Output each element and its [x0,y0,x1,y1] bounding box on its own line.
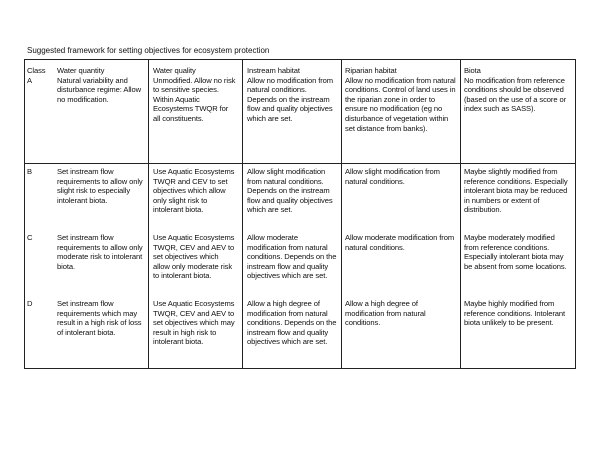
cell-water-quality: Use Aquatic Ecosystems TWQR, CEV and AEV to set objectives which may result in high risk to intolerant biota. [153,299,235,347]
cell-water-quantity: Natural variability and disturbance regime: Allow no modification. [57,75,142,104]
table-row [27,66,53,85]
cell-water-quality: Unmodified. Allow no risk to sensitive species. Within Aquatic Ecosystems TWQR for all constituents. [153,75,236,123]
table-right-border [575,59,576,369]
cell-riparian-habitat: Allow a high degree of modification from natural conditions. [345,299,426,328]
cell-water-quantity: Set instream flow requirements to allow only moderate risk to intolerant biota. [57,233,143,271]
row-class: A [27,75,32,85]
column-divider [460,59,461,369]
table-left-border [24,59,25,369]
header-instream-habitat: Instream habitat [247,66,300,75]
header-riparian-habitat: Riparian habitat [345,66,397,75]
table-caption: Suggested framework for setting objectives for ecosystem protection [27,46,270,55]
row-divider [24,163,576,164]
cell-instream-habitat: Allow slight modification from natural conditions. Depends on the instream flow and quality objectives which are set. [247,167,333,215]
table-cell [345,66,457,133]
header-class: Class [27,66,46,75]
cell-riparian-habitat: Allow slight modification from natural conditions. [345,167,440,186]
table-bottom-rule [24,368,576,369]
cell-instream-habitat: Allow a high degree of modification from natural conditions. Depends on the instream flow and quality objectives which are set. [247,299,337,347]
cell-riparian-habitat: Allow moderate modification from natural conditions. [345,233,455,252]
header-water-quantity: Water quantity [57,66,105,75]
table-cell [57,66,145,104]
row-class: D [27,299,33,308]
cell-biota: No modification from reference conditions should be observed (based on the use of a score or index such as SASS). [464,75,567,114]
cell-riparian-habitat: Allow no modification from natural conditions. Control of land uses in the riparian zone in order to ensure no modification (eg no disturbance of vegetation within set distance from banks). [345,75,456,133]
cell-instream-habitat: Allow no modification from natural conditions. Depends on the instream flow and quality objectives which are set. [247,75,334,123]
column-divider [242,59,243,369]
table-top-rule [24,59,576,60]
header-biota: Biota [464,66,481,75]
cell-biota: Maybe moderately modified from reference conditions. Especially intolerant biota may be absent from some locations. [464,233,567,271]
header-water-quality: Water quality [153,66,196,75]
row-class: C [27,233,33,242]
column-divider [341,59,342,369]
cell-biota: Maybe slightly modified from reference conditions. Especially intolerant biota may be reduced in numbers or extent of distribution. [464,167,568,215]
cell-instream-habitat: Allow moderate modification from natural conditions. Depends on the instream flow and quality objectives which are set. [247,233,337,281]
cell-water-quantity: Set instream flow requirements which may result in a high risk of loss of intolerant biota. [57,299,142,337]
column-divider [148,59,149,369]
table-cell [247,66,337,124]
table-cell [153,66,237,124]
row-class: B [27,167,32,176]
table-cell [464,66,571,114]
cell-water-quality: Use Aquatic Ecosystems TWQR, CEV and AEV to set objectives which allow only moderate risk to intolerant biota. [153,233,235,281]
cell-water-quality: Use Aquatic Ecosystems TWQR and CEV to set objectives which allow only slight risk to intolerant biota. [153,167,235,215]
cell-biota: Maybe highly modified from reference conditions. Intolerant biota unlikely to be present. [464,299,566,328]
cell-water-quantity: Set instream flow requirements to allow only slight risk to especially intolerant biota. [57,167,143,205]
